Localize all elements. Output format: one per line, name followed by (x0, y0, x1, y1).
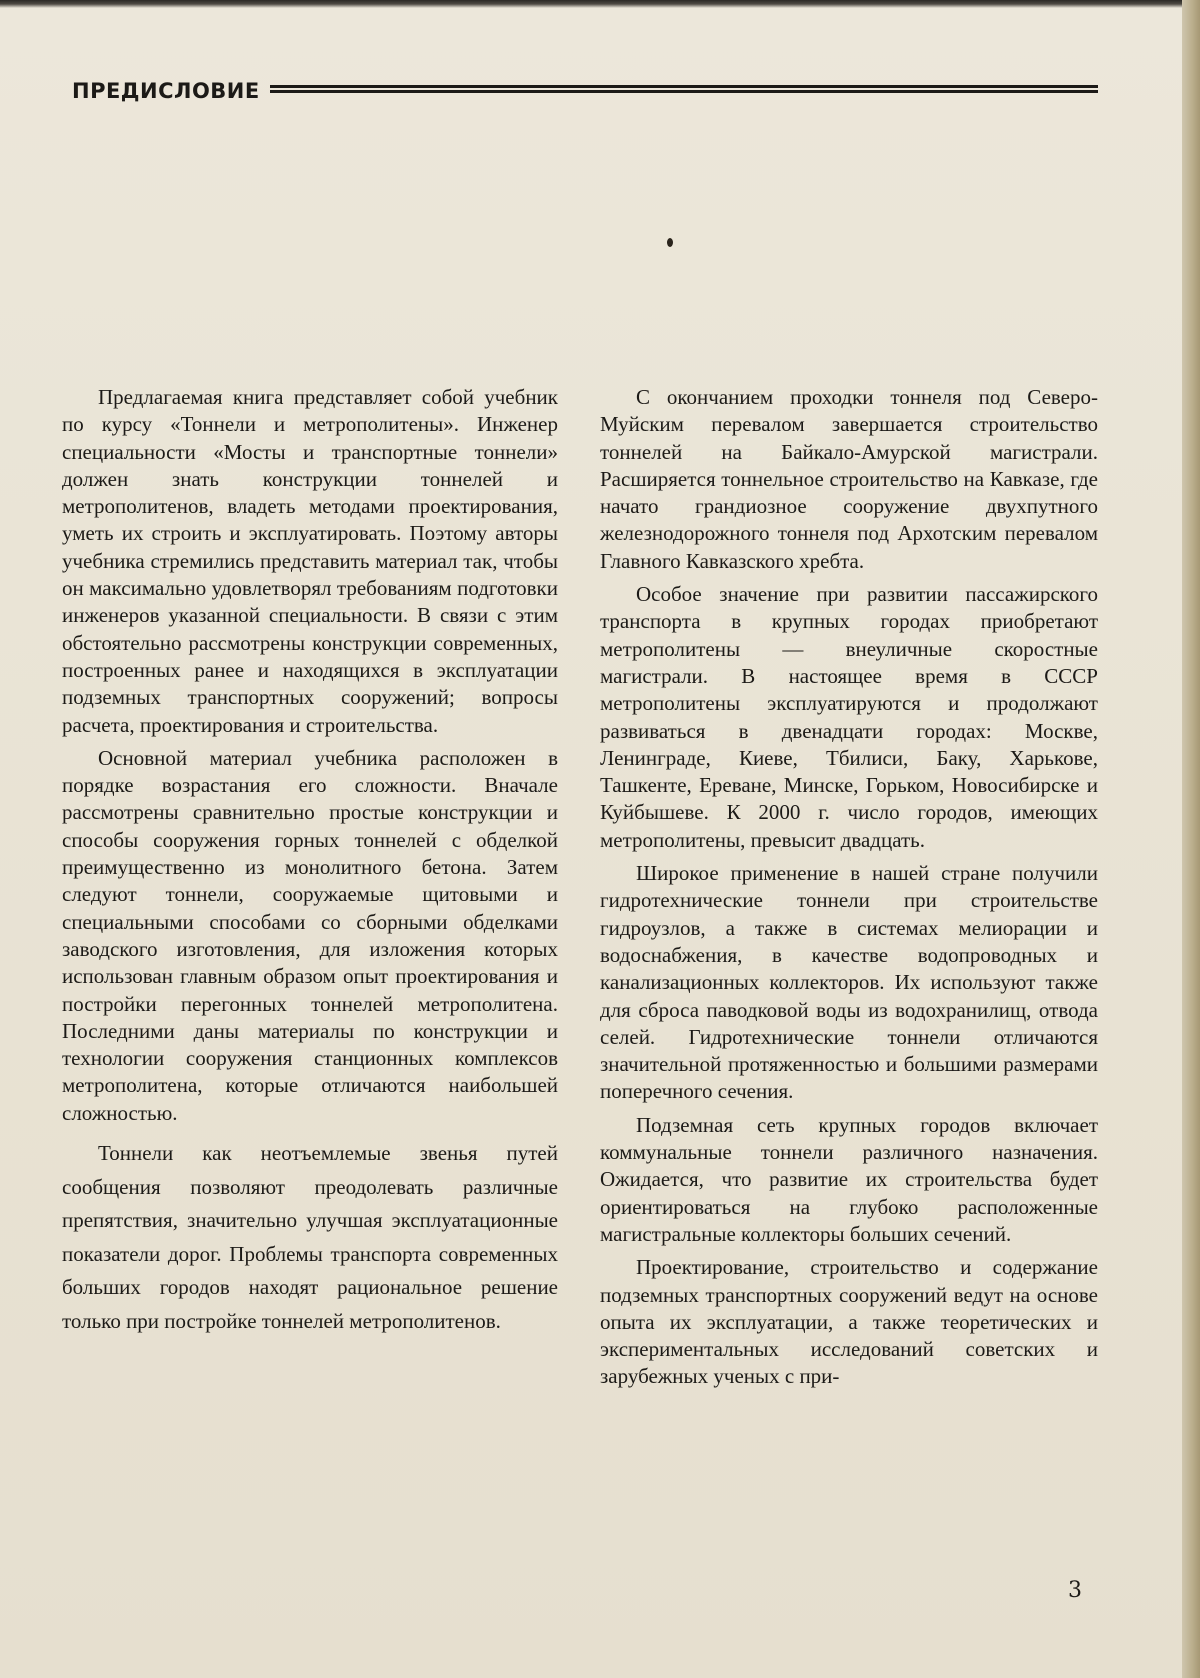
header-double-rule (270, 85, 1098, 93)
paragraph: Предлагаемая книга представляет собой учебник по курсу «Тоннели и метрополитены». Инженер специальности «Мосты и транспортные тоннели» должен знать конструкции тоннелей и метрополитенов, владеть методами проектирования, уметь их строить и эксплуатировать. Поэтому авторы учебника стремились представить материал так, чтобы он максимально удовлетворял требованиям подготовки инженеров указанной специальности. В связи с этим обстоятельно рассмотрены конструкции современных, построенных ранее и находящихся в эксплуатации подземных транспортных сооружений; вопросы расчета, проектирования и строительства. (62, 385, 558, 737)
left-text-column (62, 384, 558, 1338)
section-title: ПРЕДИСЛОВИЕ (72, 79, 260, 103)
paragraph: Тоннели как неотъемлемые звенья путей сообщения позволяют преодолевать различные препятствия, значительно улучшая эксплуатационные показатели дорог. Проблемы транспорта современных больших городов находят рациональное решение только при постройке тоннелей метрополитенов. (62, 1141, 558, 1333)
section-header (72, 76, 1098, 106)
page-top-shadow (0, 0, 1200, 8)
paragraph: Особое значение при развитии пассажирского транспорта в крупных городах приобретают метрополитены — внеуличные скоростные магистрали. В настоящее время в СССР метрополитены эксплуатируются и продолжают развиваться в двенадцати городах: Москве, Ленинграде, Киеве, Тбилиси, Баку, Харькове, Ташкенте, Ереване, Минске, Горьком, Новосибирске и Куйбышеве. К 2000 г. число городов, имеющих метрополитены, превысит двадцать. (600, 582, 1098, 852)
paragraph: Широкое применение в нашей стране получили гидротехнические тоннели при строительстве гидроузлов, а также в системах мелиорации и водоснабжения, в качестве водопроводных и канализационных коллекторов. Их используют также для сброса паводковой воды из водохранилищ, отвода селей. Гидротехнические тоннели отличаются значительной протяженностью и большими размерами поперечного сечения. (600, 861, 1098, 1104)
ink-speck (667, 238, 673, 247)
right-text-column (600, 384, 1098, 1391)
paragraph: Проектирование, строительство и содержание подземных транспортных сооружений ведут на основе опыта их эксплуатации, а также теоретических и экспериментальных исследований советских и зарубежных ученых с при- (600, 1255, 1098, 1389)
page-number: 3 (1068, 1578, 1082, 1603)
paragraph: С окончанием проходки тоннеля под Северо-Муйским перевалом завершается строительство тоннелей на Байкало-Амурской магистрали. Расширяется тоннельное строительство на Кавказе, где начато грандиозное сооружение двухпутного железнодорожного тоннеля под Архотским перевалом Главного Кавказского хребта. (600, 385, 1098, 573)
paragraph: Основной материал учебника расположен в порядке возрастания его сложности. Вначале рассмотрены сравнительно простые конструкции и способы сооружения горных тоннелей с обделкой преимущественно из монолитного бетона. Затем следуют тоннели, сооружаемые щитовыми и специальными способами со сборными обделками заводского изготовления, для изложения которых использован главным образом опыт проектирования и постройки перегонных тоннелей метрополитена. Последними даны материалы по конструкции и технологии сооружения станционных комплексов метрополитена, которые отличаются наибольшей сложностью. (62, 745, 558, 1125)
page-binding-edge (1182, 0, 1200, 1678)
paragraph: Подземная сеть крупных городов включает коммунальные тоннели различного назначения. Ожидается, что развитие их строительства будет ориентироваться на глубоко расположенные магистральные коллекторы больших сечений. (600, 1112, 1098, 1246)
